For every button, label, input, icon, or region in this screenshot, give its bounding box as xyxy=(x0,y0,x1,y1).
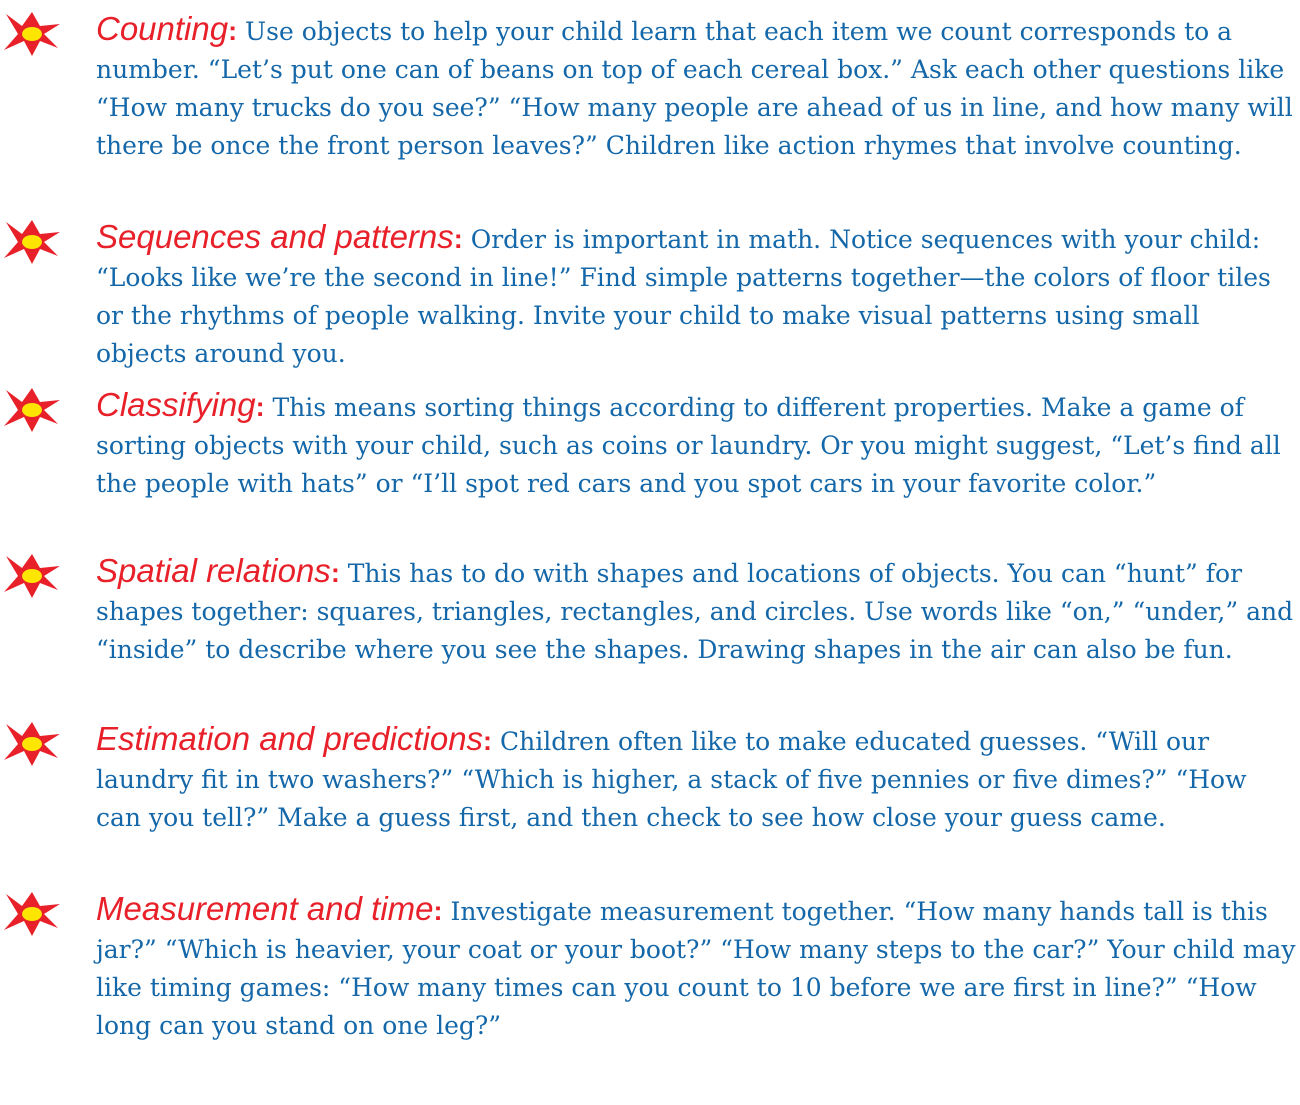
tip-colon: : xyxy=(433,896,443,926)
tip-title: Spatial relations xyxy=(96,552,331,589)
tip-paragraph xyxy=(96,552,1296,669)
tip-paragraph xyxy=(96,890,1296,1045)
tip-body: This has to do with shapes and locations of objects. You can “hunt” for shapes together: squares, triangles, rectangles, and circles. Use words like “on,” “under,” and “inside” to describe where you see the shapes. Drawing shapes in the air can also be fun. xyxy=(96,559,1294,664)
starburst-icon xyxy=(2,218,62,266)
tip-title: Measurement and time xyxy=(96,890,434,927)
tip-title: Classifying xyxy=(96,386,256,423)
tip-colon: : xyxy=(228,16,238,46)
tip-title: Estimation and predictions xyxy=(96,720,484,757)
tip-colon: : xyxy=(483,726,493,756)
tip-colon: : xyxy=(330,558,340,588)
tip-paragraph xyxy=(96,720,1296,837)
tip-paragraph xyxy=(96,218,1296,373)
tip-body: Children often like to make educated guesses. “Will our laundry fit in two washers?” “Which is higher, a stack of five pennies or five dimes?” “How can you tell?” Make a guess first, and then check to see how close your guess came. xyxy=(96,727,1247,832)
tip-title: Counting xyxy=(96,10,229,47)
tip-colon: : xyxy=(453,224,463,254)
tip-body: Investigate measurement together. “How many hands tall is this jar?” “Which is heavier, your coat or your boot?” “How many steps to the car?” Your child may like timing games: “How many times can you count to 10 before we are first in line?” “How long can you stand on one leg?” xyxy=(96,897,1296,1040)
starburst-icon xyxy=(2,552,62,600)
tip-body: Order is important in math. Notice sequences with your child: “Looks like we’re the second in line!” Find simple patterns together—the colors of floor tiles or the rhythms of people walking. Invite your child to make visual patterns using small objects around you. xyxy=(96,225,1271,368)
starburst-icon xyxy=(2,720,62,768)
tip-body: This means sorting things according to different properties. Make a game of sorting objects with your child, such as coins or laundry. Or you might suggest, “Let’s find all the people with hats” or “I’ll spot red cars and you spot cars in your favorite color.” xyxy=(96,393,1281,498)
starburst-icon xyxy=(2,386,62,434)
tip-title: Sequences and patterns xyxy=(96,218,454,255)
tip-colon: : xyxy=(255,392,265,422)
tip-body: Use objects to help your child learn that each item we count corresponds to a number. “Let’s put one can of beans on top of each cereal box.” Ask each other questions like “How many trucks do you see?” “How many people are ahead of us in line, and how many will there be once the front person leaves?” Children like action rhymes that involve counting. xyxy=(96,17,1293,160)
tip-paragraph xyxy=(96,10,1296,165)
starburst-icon xyxy=(2,890,62,938)
starburst-icon xyxy=(2,10,62,58)
tip-paragraph xyxy=(96,386,1296,503)
